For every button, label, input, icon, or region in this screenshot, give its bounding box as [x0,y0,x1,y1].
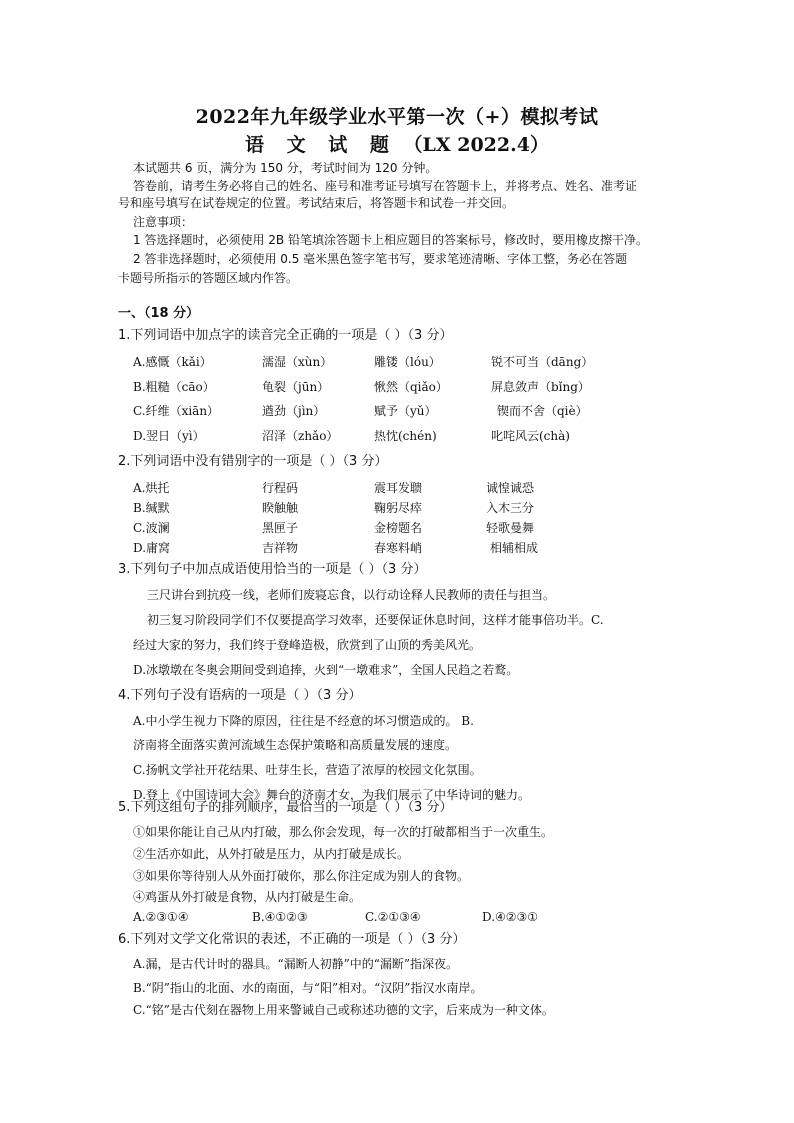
question-stem: 2.下列词语中没有错别字的一项是（ ）（3 分） [118,454,388,469]
option-cell: B.粗糙（cāo） [133,380,215,394]
instruction-line: 号和座号填写在试卷规定的位置。考试结束后，将答题卡和试卷一并交回。 [118,196,515,210]
option-cell: 吉祥物 [262,541,299,555]
notice-item: 1 答选择题时，必须使用 2B 铅笔填涂答题卡上相应题目的答案标号，修改时，要用橡皮擦干净。 [133,233,648,247]
option-cell: 叱咤风云(chà) [491,429,570,443]
option-cell: 震耳发聩 [374,481,423,495]
notice-item: 2 答非选择题时，必须使用 0.5 毫米黑色签字笔书写，要求笔迹清晰、字体工整，务必在答题 [133,252,628,266]
option-line: B.“阴”指山的北面、水的南面，与“阳”相对。“汉阴”指汉水南岸。 [133,981,483,995]
notice-item: 卡题号所指示的答题区域内作答。 [118,271,299,285]
option-cell: B.缄默 [133,501,170,515]
option-cell: 行程码 [262,481,299,495]
option-cell: D.④②③① [482,910,539,924]
option-cell: 金榜题名 [374,521,423,535]
option-cell: 鞠躬尽瘁 [374,501,423,515]
exam-title: 2022年九年级学业水平第一次（+）模拟考试 [195,106,599,128]
option-line: 三尺讲台到抗疫一线，老师们废寝忘食，以行动诠释人民教师的责任与担当。 [147,588,556,602]
section-heading: 一、（18 分） [118,306,200,321]
option-cell: 黑匣子 [262,521,299,535]
question-stem: 3.下列句子中加点成语使用恰当的一项是（ ）（3 分） [118,562,427,577]
notice-title: 注意事项： [133,215,194,229]
question-stem: 1.下列词语中加点字的读音完全正确的一项是（ ）（3 分） [118,328,453,343]
option-cell: A.②③①④ [133,910,189,924]
question-stem: 4.下列句子没有语病的一项是（ ）（3 分） [118,688,362,703]
instruction-line: 答卷前，请考生务必将自己的姓名、座号和准考证号填写在答题卡上，并将考点、姓名、准考证 [133,179,638,193]
option-cell: 睽触触 [262,501,299,515]
option-cell: 诚惶诚恐 [486,481,535,495]
sentence-line: ④鸡蛋从外打破是食物，从内打破是生命。 [133,890,362,904]
option-cell: 屏息敛声（bǐng） [491,380,590,394]
sentence-line: ①如果你能让自己从内打破，那么你会发现，每一次的打破都相当于一次重生。 [133,825,554,839]
instruction-line: 本试题共 6 页，满分为 150 分，考试时间为 120 分钟。 [133,161,438,175]
sentence-line: ③如果你等待别人从外面打破你，那么你注定成为别人的食物。 [133,869,470,883]
option-cell: B.④①②③ [252,910,308,924]
option-cell: 锲而不舍（qiè） [497,404,588,418]
option-line: A.漏，是古代计时的器具。“漏断人初静”中的“漏断”指深夜。 [133,957,459,971]
option-line: C.“铭”是古代刻在器物上用来警诫自己或称述功德的文字，后来成为一种文体。 [133,1003,554,1017]
option-line: 初三复习阶段同学们不仅要提高学习效率，还要保证休息时间，这样才能事倍功半。C. [147,613,604,627]
option-cell: 龟裂（jūn） [262,380,330,394]
exam-code: （LX 2022.4） [403,134,549,156]
question-stem: 6.下列对文学文化常识的表述，不正确的一项是（ ）（3 分） [118,932,466,947]
option-line: D.冰墩墩在冬奥会期间受到追捧，火到“一墩难求”，全国人民趋之若鹜。 [133,663,519,677]
option-cell: C.纤维（xiān） [133,404,220,418]
option-line: 经过大家的努力，我们终于登峰造极，欣赏到了山顶的秀美风光。 [133,638,482,652]
option-cell: 愀然（qiǎo） [374,380,448,394]
option-cell: 锐不可当（dāng） [491,355,594,369]
option-line: C.扬帆文学社开花结果、吐芽生长，营造了浓厚的校园文化氛围。 [133,763,482,777]
option-cell: D.庸窝 [133,541,171,555]
option-cell: D.翌日（yì） [133,429,205,443]
option-cell: 雕镂（lóu） [374,355,441,369]
sentence-line: ②生活亦如此，从外打破是压力，从内打破是成长。 [133,847,410,861]
option-cell: A.烘托 [133,481,170,495]
option-cell: C.②①③④ [365,910,421,924]
option-line: 济南将全面落实黄河流域生态保护策略和高质量发展的速度。 [133,738,458,752]
option-cell: 春寒料峭 [374,541,423,555]
question-stem: 5.下列这组句子的排列顺序，最恰当的一项是（ ）（3 分） [118,800,453,815]
option-cell: 濡湿（xùn） [262,355,333,369]
option-cell: 相辅相成 [490,541,539,555]
option-line: D.登上《中国诗词大会》舞台的济南才女，为我们展示了中华诗词的魅力。 [133,788,531,802]
option-cell: 热忱(chén) [374,429,437,443]
option-cell: A.感慨（kǎi） [133,355,212,369]
option-cell: 轻歌曼舞 [486,521,535,535]
option-cell: 入木三分 [486,501,535,515]
option-cell: 赋予（yǔ） [374,404,437,418]
option-cell: C.波澜 [133,521,170,535]
option-line: A.中小学生视力下降的原因，往往是不经意的坏习惯造成的。 B. [133,714,474,728]
option-cell: 沼泽（zhǎo） [262,429,339,443]
subject-name: 语 文 试 题 [245,134,397,156]
option-cell: 遒劲（jìn） [262,404,326,418]
subject-title [0,130,794,157]
